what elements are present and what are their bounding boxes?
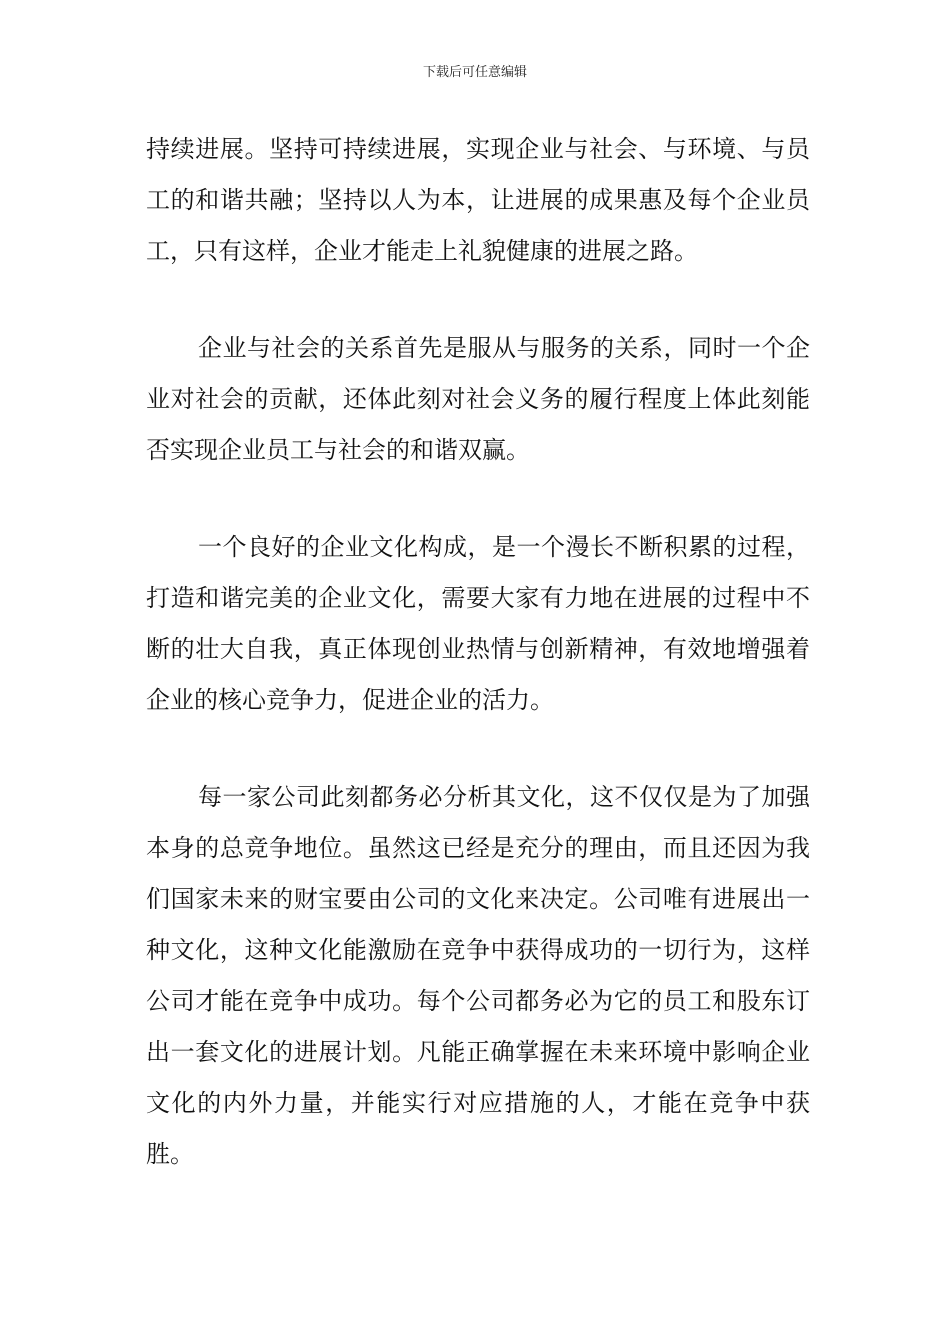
- paragraph-1: 持续进展。坚持可持续进展，实现企业与社会、与环境、与员工的和谐共融；坚持以人为本，让进展的成果惠及每个企业员工，只有这样，企业才能走上礼貌健康的进展之路。: [146, 135, 810, 265]
- paragraph-3: 一个良好的企业文化构成，是一个漫长不断积累的过程，打造和谐完美的企业文化，需要大家有力地在进展的过程中不断的壮大自我，真正体现创业热情与创新精神，有效地增强着企业的核心竞争力，促进企业的活力。: [146, 533, 810, 714]
- document-body: [146, 124, 810, 1180]
- page-header: 下载后可任意编辑: [422, 65, 527, 80]
- paragraph-2: 企业与社会的关系首先是服从与服务的关系，同时一个企业对社会的贡献，还体此刻对社会义务的履行程度上体此刻能否实现企业员工与社会的和谐双赢。: [146, 334, 810, 464]
- paragraph-4: 每一家公司此刻都务必分析其文化，这不仅仅是为了加强本身的总竞争地位。虽然这已经是充分的理由，而且还因为我们国家未来的财宝要由公司的文化来决定。公司唯有进展出一种文化，这种文化能激励在竞争中获得成功的一切行为，这样公司才能在竞争中成功。每个公司都务必为它的员工和股东订出一套文化的进展计划。凡能正确掌握在未来环境中影响企业文化的内外力量，并能实行对应措施的人，才能在竞争中获胜。: [146, 783, 810, 1168]
